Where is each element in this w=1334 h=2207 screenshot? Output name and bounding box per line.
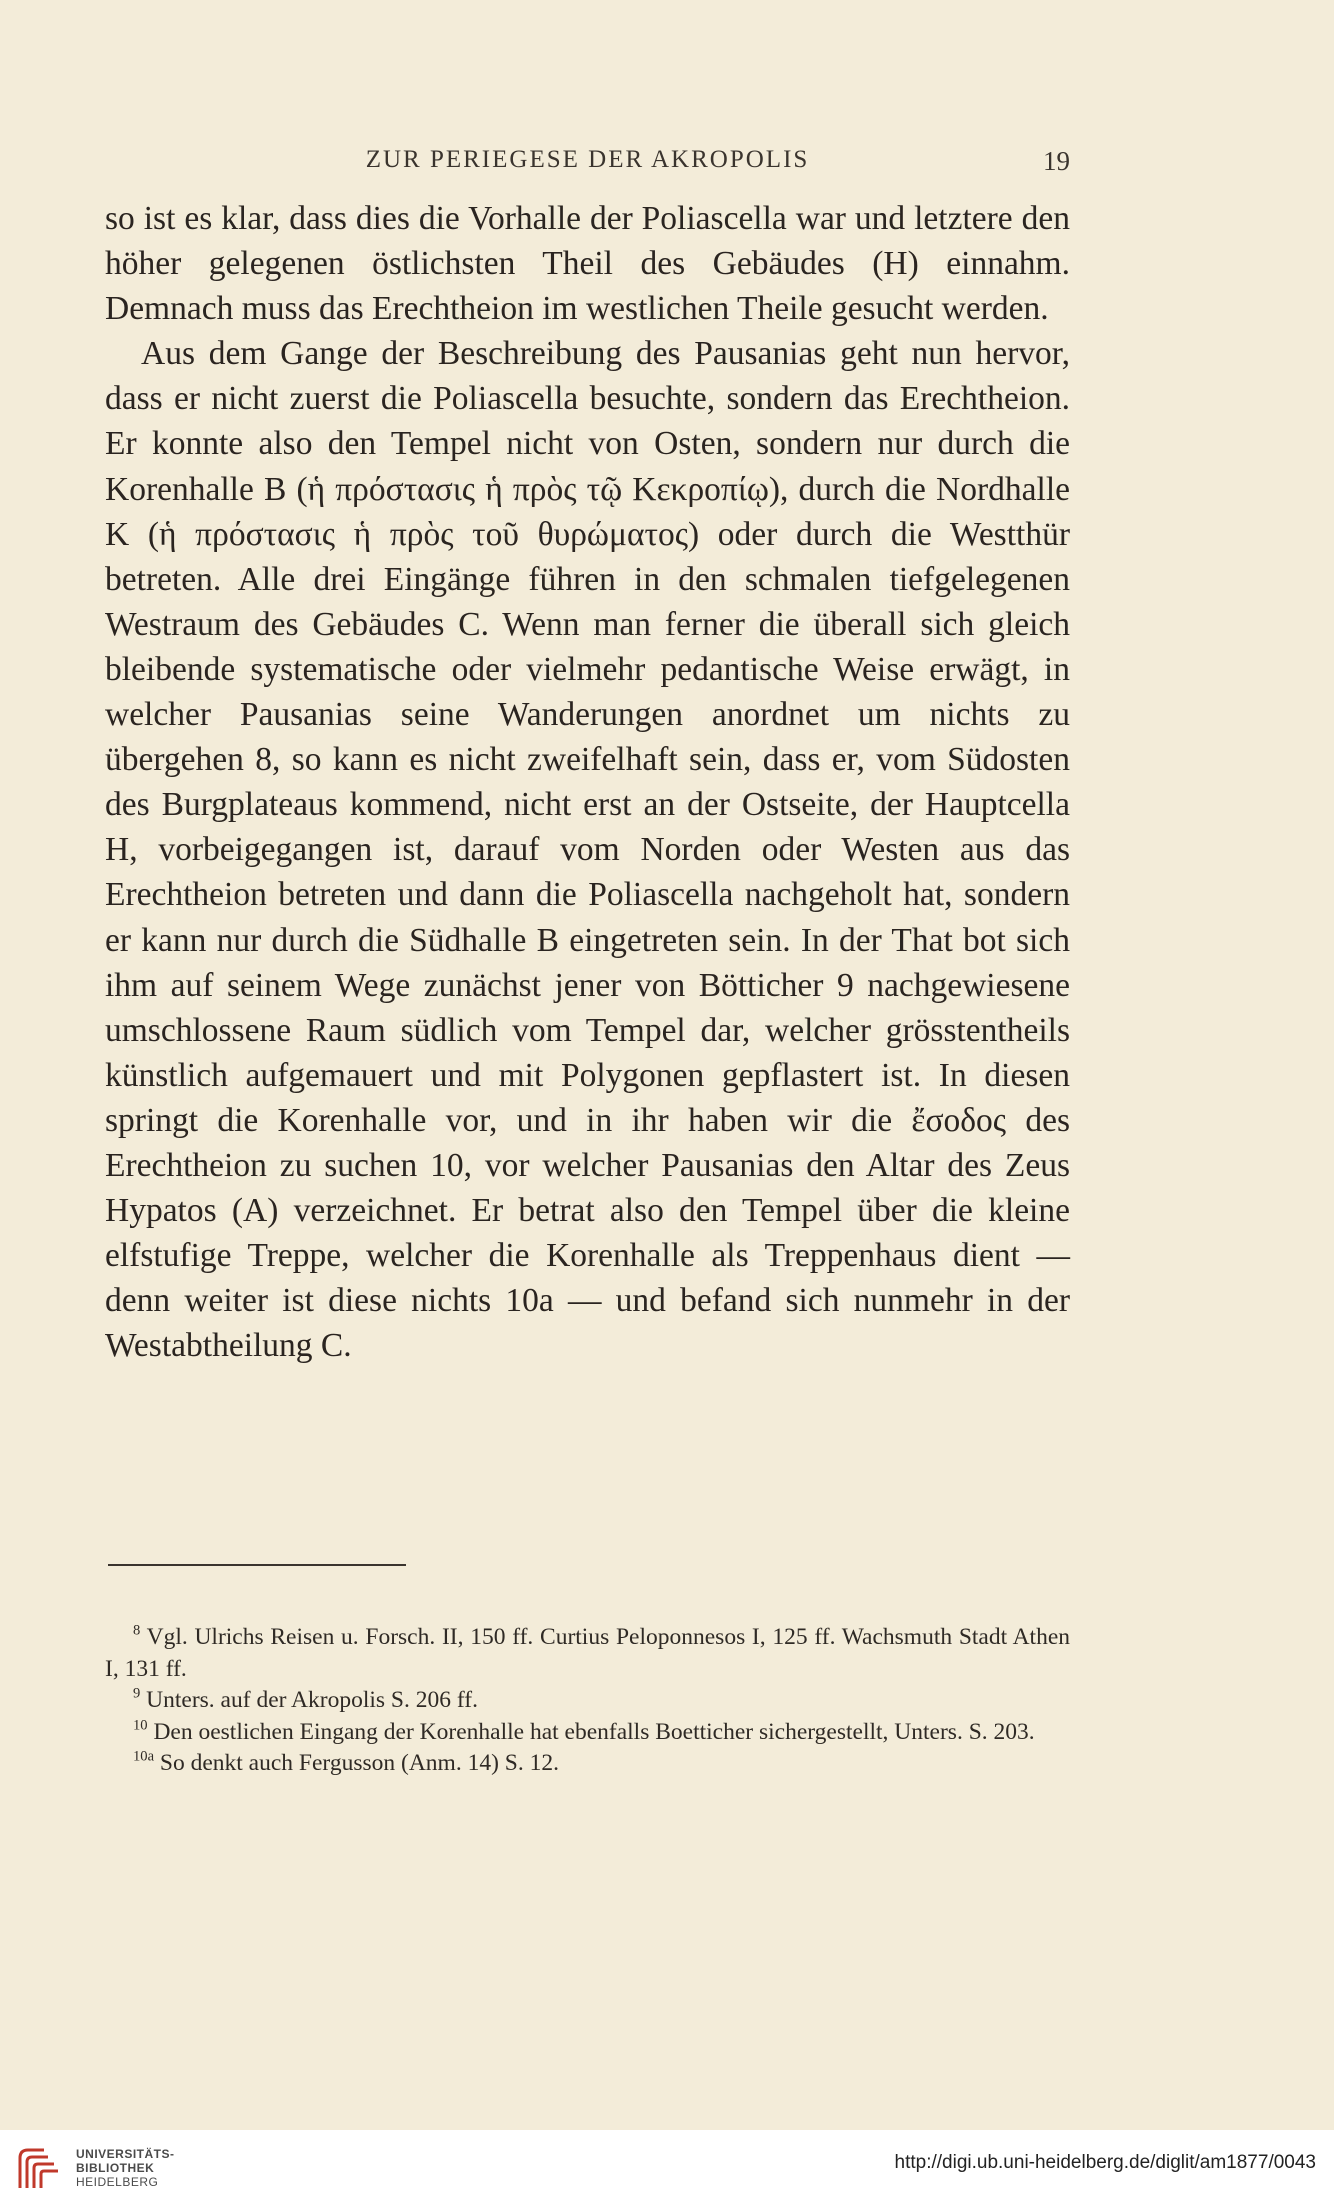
paragraph: Aus dem Gange der Beschreibung des Pausanias geht nun hervor, dass er nicht zuerst die Poliascella besuchte, sondern das Erechtheion. Er konnte also den Tempel nicht von Osten, sondern nur durch die Korenhalle B (ἡ πρόστασις ἡ πρὸς τῷ Κεκροπίῳ), durch die Nordhalle K (ἡ πρόστασις ἡ πρὸς τοῦ θυρώματος) oder durch die Westthür betreten. Alle drei Eingänge führen in den schmalen tiefgelegenen Westraum des Gebäudes C. Wenn man ferner die überall sich gleich bleibende systematische oder vielmehr pedantische Weise erwägt, in welcher Pausanias seine Wanderungen anordnet um nichts zu übergehen 8, so kann es nicht zweifelhaft sein, dass er, vom Südosten des Burgplateaus kommend, nicht erst an der Ostseite, der Hauptcella H, vorbeigegangen ist, darauf vom Norden oder Westen aus das Erechtheion betreten und dann die Poliascella nachgeholt hat, sondern er kann nur durch die Südhalle B eingetreten sein. In der That bot sich ihm auf seinem Wege zunächst jener von Bötticher 9 nachgewiesene umschlossene Raum südlich vom Tempel dar, welcher grösstentheils künstlich aufgemauert und mit Polygonen gepflastert ist. In diesen springt die Korenhalle vor, und in ihr haben wir die ἔσοδος des Erechtheion zu suchen 10, vor welcher Pausanias den Altar des Zeus Hypatos (A) verzeichnet. Er betrat also den Tempel über die kleine elfstufige Treppe, welcher die Korenhalle als Treppenhaus dient — denn weiter ist diese nichts 10a — und befand sich nunmehr in der Westabtheilung C.	[105, 335, 1070, 1365]
footnote-mark: 10a	[133, 1748, 155, 1765]
footnote	[105, 1748, 1070, 1780]
footnote-text: Den oestlichen Eingang der Korenhalle hat ebenfalls Boetticher sichergestellt, Unters. S. 203.	[153, 1718, 1035, 1745]
page-number: 19	[1043, 146, 1070, 176]
library-name-line: UNIVERSITÄTS-	[76, 2147, 175, 2161]
footnote-mark: 9	[133, 1685, 141, 1702]
footnote-divider	[108, 1564, 406, 1566]
footnotes	[105, 1622, 1070, 1780]
main-text	[105, 196, 1070, 1368]
footnote-text: Unters. auf der Akropolis S. 206 ff.	[146, 1687, 478, 1713]
running-title: ZUR PERIEGESE DER AKROPOLIS	[365, 146, 810, 173]
page-header	[105, 146, 1070, 186]
footnote-text: So denkt auch Fergusson (Anm. 14) S. 12.	[159, 1750, 559, 1776]
footnote-mark: 10	[133, 1717, 148, 1734]
library-footer	[0, 2130, 1334, 2207]
footnote	[105, 1717, 1070, 1749]
library-name-line: BIBLIOTHEK	[76, 2161, 155, 2175]
library-name-line: HEIDELBERG	[76, 2175, 159, 2189]
footnote	[105, 1685, 1070, 1717]
source-url-link[interactable]: http://digi.ub.uni-heidelberg.de/diglit/am1877/0043	[894, 2152, 1316, 2173]
library-name	[76, 2147, 175, 2189]
heidelberg-library-logo-icon[interactable]	[14, 2144, 64, 2194]
paragraph: so ist es klar, dass dies die Vorhalle der Poliascella war und letztere den höher gelegenen östlichsten Theil des Gebäudes (H) einnahm. Demnach muss das Erechtheion im westlichen Theile gesucht werden.	[105, 200, 1070, 328]
footnote	[105, 1622, 1070, 1685]
footnote-mark: 8	[133, 1622, 141, 1639]
footnote-text: Vgl. Ulrichs Reisen u. Forsch. II, 150 ff. Curtius Peloponnesos I, 125 ff. Wachsmuth Stadt Athen I, 131 ff.	[105, 1624, 1071, 1682]
